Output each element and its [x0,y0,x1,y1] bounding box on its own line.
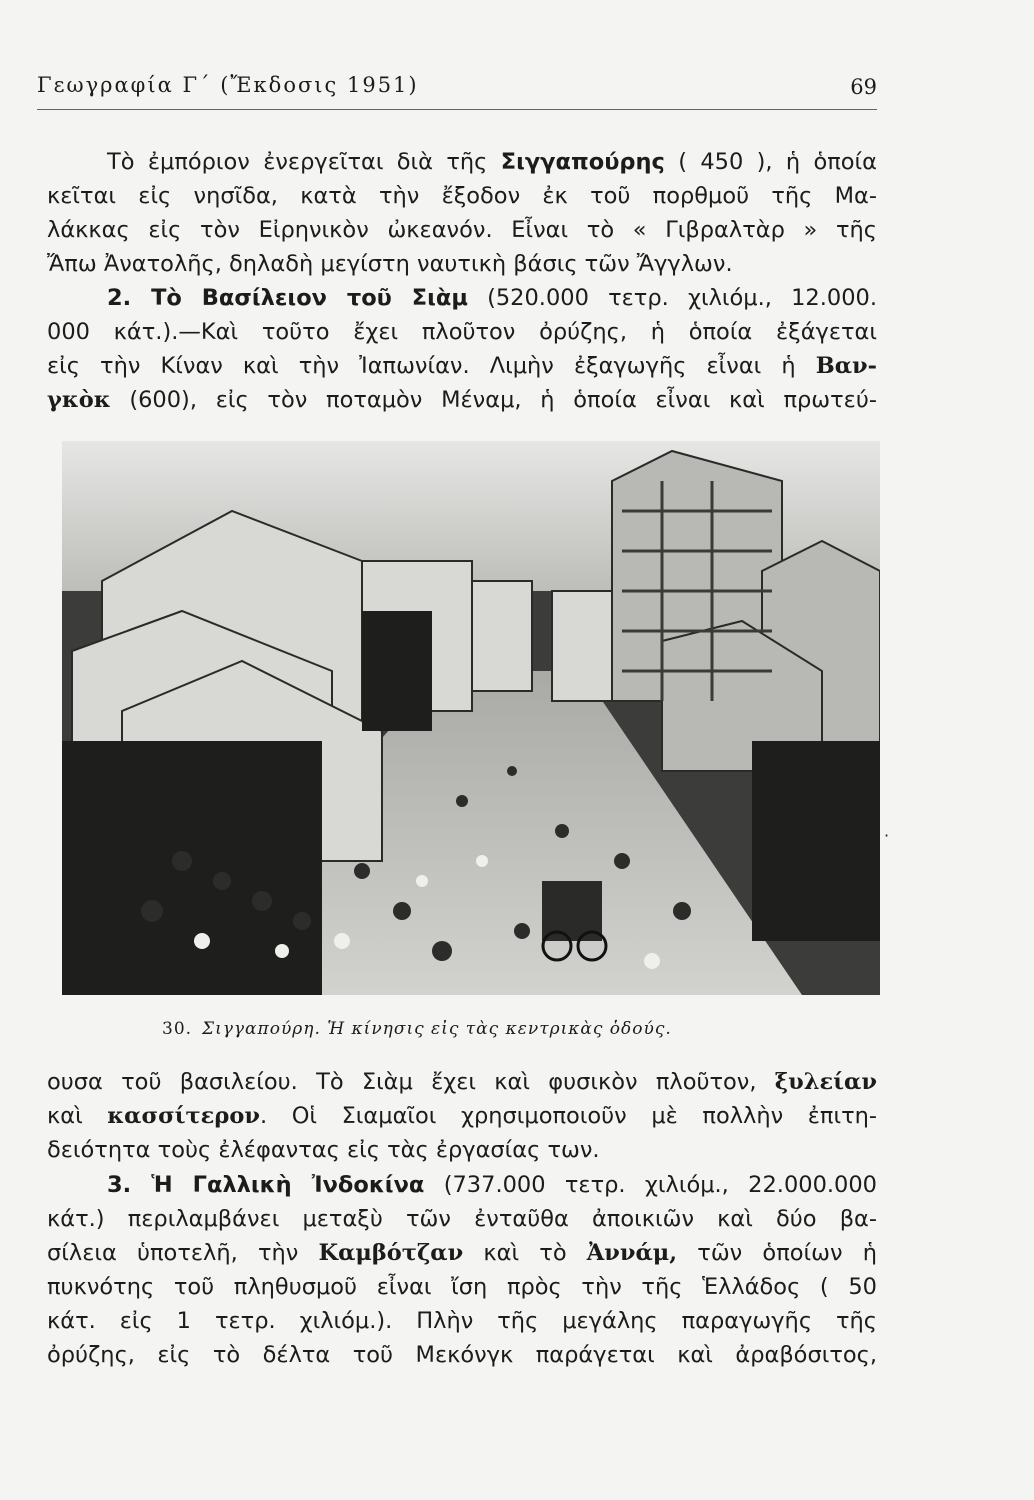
text-line: ὀρύζης, εἰς τὸ δέλτα τοῦ Μεκόνγκ παράγεται καὶ ἀραβόσιτος, [47,1342,877,1368]
paragraph-siam [47,281,877,417]
term-tin: κασσίτερον [107,1103,260,1129]
text-line: 3. Ἡ Γαλλικὴ Ἰνδοκίνα (737.000 τετρ. χιλιόμ., 22.000.000 [107,1172,877,1198]
text-line: κεῖται εἰς νησῖδα, κατὰ τὴν ἔξοδον ἐκ τοῦ πορθμοῦ τῆς Μα- [47,183,877,209]
text-line: Ἄπω Ἀνατολῆς, δηλαδὴ μεγίστη ναυτικὴ βάσις τῶν Ἄγγλων. [47,251,733,277]
section-heading-siam: 2. Τὸ Βασίλειον τοῦ Σιὰμ [107,285,468,311]
text-line: δειότητα τοὺς ἐλέφαντας εἰς τὰς ἐργασίας των. [47,1137,600,1163]
text-line: πυκνότης τοῦ πληθυσμοῦ εἶναι ἴση πρὸς τὴν τῆς Ἑλλάδος ( 50 [47,1274,877,1300]
text-line: λάκκας εἰς τὸν Εἰρηνικὸν ὠκεανόν. Εἶναι τὸ « Γιβραλτὰρ » τῆς [47,217,877,243]
term-bangkok-2: γκὸκ [47,387,111,413]
term-timber: ξυλείαν [774,1069,877,1095]
text-line: γκὸκ (600), εἰς τὸν ποταμὸν Μέναμ, ἡ ὁποία εἶναι καὶ πρωτεύ- [47,387,877,413]
paragraph-singapore [47,145,877,281]
paragraph-siam-continued [47,1065,877,1167]
page-number: 69 [850,75,877,99]
figure-number: 30. [162,1019,193,1039]
text-line: κάτ. εἰς 1 τετρ. χιλιόμ.). Πλὴν τῆς μεγάλης παραγωγῆς τῆς [47,1308,877,1334]
term-annam: Ἀννάμ, [586,1240,678,1266]
term-cambodia: Καμβότζαν [318,1240,464,1266]
text-line: καὶ κασσίτερον. Οἱ Σιαμαῖοι χρησιμοποιοῦν μὲ πολλὴν ἐπιτη- [47,1103,877,1129]
section-heading-indochina: 3. Ἡ Γαλλικὴ Ἰνδοκίνα [107,1172,425,1198]
text-line: σίλεια ὑποτελῆ, τὴν Καμβότζαν καὶ τὸ Ἀννάμ, τῶν ὁποίων ἡ [47,1240,877,1266]
figure-caption-text: Σιγγαπούρη. Ἡ κίνησις εἰς τὰς κεντρικὰς ὁδούς. [202,1019,672,1039]
street-photo [62,441,880,995]
running-header [37,73,877,107]
text-line: ουσα τοῦ βασιλείου. Τὸ Σιὰμ ἔχει καὶ φυσικὸν πλοῦτον, ξυλείαν [47,1069,877,1095]
margin-mark: · [884,826,890,845]
street-photo-illustration [62,441,880,995]
text-line: 2. Τὸ Βασίλειον τοῦ Σιὰμ (520.000 τετρ. χιλιόμ., 12.000. [107,285,877,311]
term-singapore: Σιγγαπούρης [500,149,665,175]
text-line: κάτ.) περιλαμβάνει μεταξὺ τῶν ἐνταῦθα ἀποικιῶν καὶ δύο βα- [47,1206,877,1232]
header-title: Γεωγραφία Γ΄ (Ἔκδοσις 1951) [37,73,419,97]
text-line: Τὸ ἐμπόριον ἐνεργεῖται διὰ τῆς Σιγγαπούρης ( 450 ), ἡ ὁποία [107,149,877,175]
text-line: εἰς τὴν Κίναν καὶ τὴν Ἰαπωνίαν. Λιμὴν ἐξαγωγῆς εἶναι ἡ Βαν- [47,353,877,379]
figure-caption [162,1019,812,1039]
text-line: 000 κάτ.).—Καὶ τοῦτο ἔχει πλοῦτον ὀρύζης, ἡ ὁποία ἐξάγεται [47,319,877,345]
paragraph-indochina [47,1168,877,1372]
term-bangkok-1: Βαν- [815,353,877,379]
header-rule [37,109,877,110]
